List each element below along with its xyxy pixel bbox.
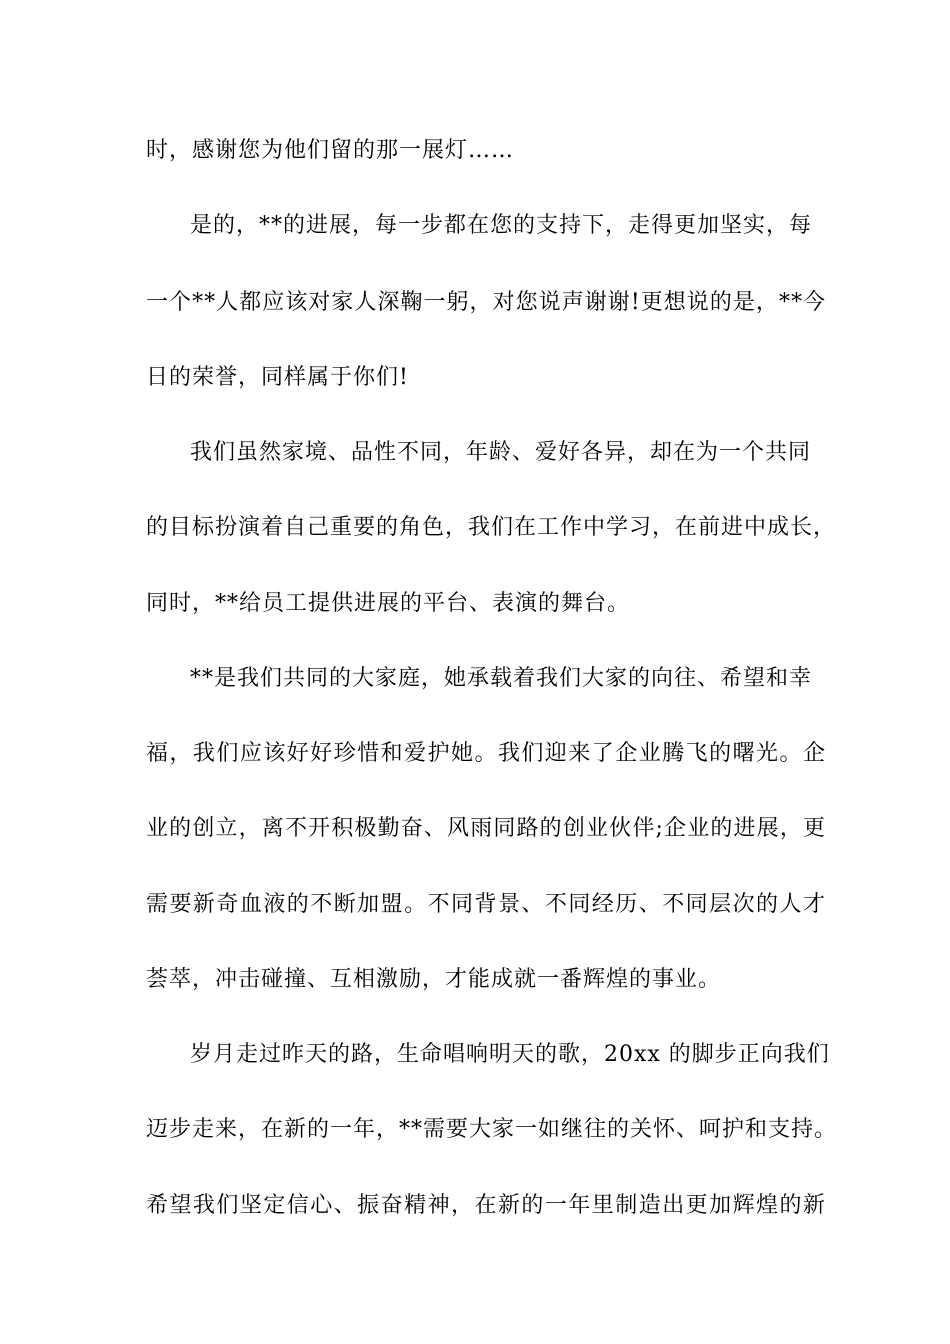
text-line: 需要新奇血液的不断加盟。不同背景、不同经历、不同层次的人才 (146, 892, 826, 917)
paragraph-first-line: 我们虽然家境、品性不同，年龄、爱好各异，却在为一个共同 (190, 440, 812, 465)
text-line: 福，我们应该好好珍惜和爱护她。我们迎来了企业腾飞的曙光。企 (146, 741, 826, 766)
text-line: 业的创立，离不开积极勤奋、风雨同路的创业伙伴;企业的进展，更 (146, 816, 826, 841)
text-line: 一个**人都应该对家人深鞠一躬，对您说声谢谢!更想说的是，**今 (146, 290, 826, 315)
paragraph-first-line: 是的，**的进展，每一步都在您的支持下，走得更加坚实，每 (190, 213, 813, 238)
text-line: 同时，**给员工提供进展的平台、表演的舞台。 (146, 591, 631, 616)
text-line: 日的荣誉，同样属于你们! (146, 365, 409, 390)
paragraph-first-line: 岁月走过昨天的路，生命唱响明天的歌，20xx 的脚步正向我们 (190, 1042, 830, 1067)
text-line: 迈步走来，在新的一年，**需要大家一如继往的关怀、呵护和支持。 (146, 1117, 838, 1142)
text-line: 时，感谢您为他们留的那一展灯…… (146, 138, 515, 163)
text-line: 的目标扮演着自己重要的角色，我们在工作中学习，在前进中成长， (146, 515, 837, 540)
paragraph-first-line: **是我们共同的大家庭，她承载着我们大家的向往、希望和幸 (190, 666, 813, 691)
text-line: 希望我们坚定信心、振奋精神，在新的一年里制造出更加辉煌的新 (146, 1193, 826, 1218)
text-line: 荟萃，冲击碰撞、互相激励，才能成就一番辉煌的事业。 (146, 967, 722, 992)
